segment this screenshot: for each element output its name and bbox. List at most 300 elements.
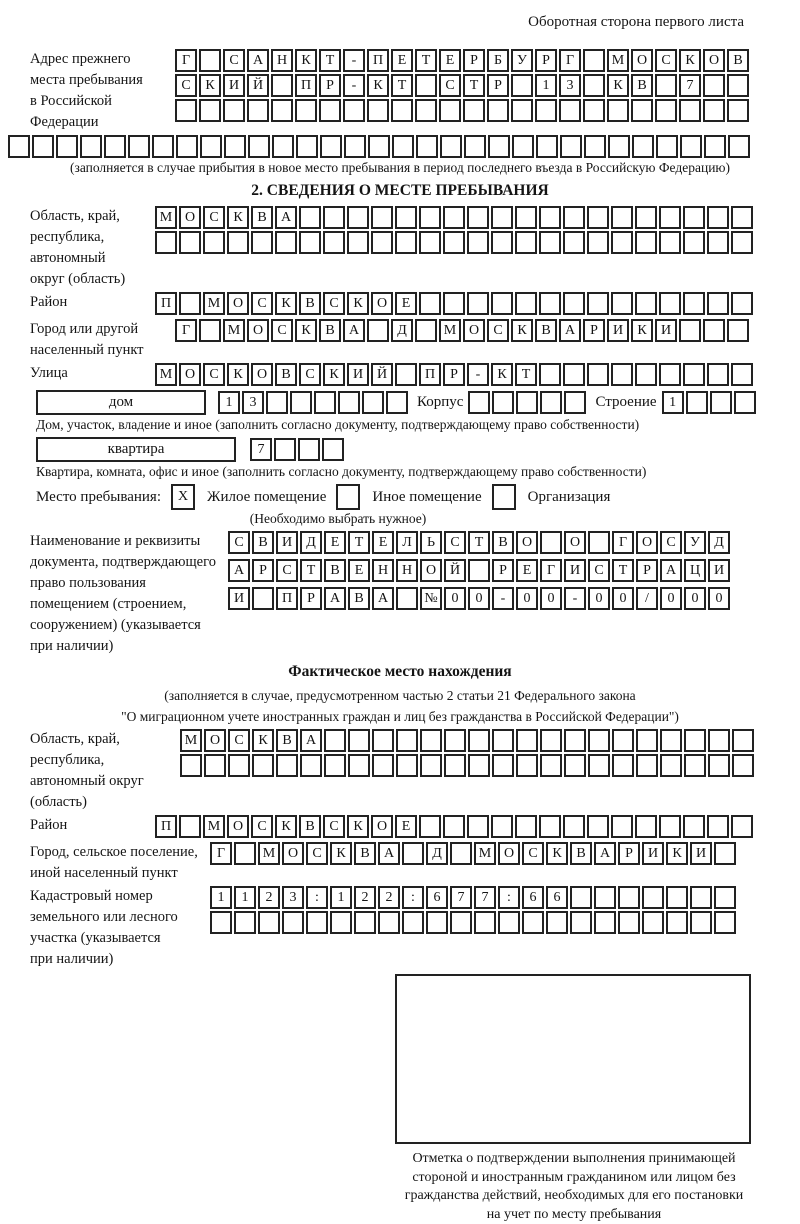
char-cell[interactable]: Г (612, 531, 634, 554)
char-cell[interactable]: Д (708, 531, 730, 554)
char-cell[interactable]: С (175, 74, 197, 97)
char-cell[interactable] (587, 815, 609, 838)
char-cell[interactable]: Н (396, 559, 418, 582)
char-cell[interactable]: 2 (258, 886, 280, 909)
char-cell[interactable] (251, 231, 273, 254)
char-cell[interactable] (282, 911, 304, 934)
char-cell[interactable] (272, 135, 294, 158)
char-cell[interactable]: Р (636, 559, 658, 582)
char-cell[interactable]: О (498, 842, 520, 865)
char-cell[interactable] (396, 587, 418, 610)
char-cell[interactable] (587, 231, 609, 254)
char-cell[interactable] (611, 815, 633, 838)
char-cell[interactable]: - (343, 74, 365, 97)
char-cell[interactable]: К (199, 74, 221, 97)
char-cell[interactable] (338, 391, 360, 414)
char-cell[interactable]: В (348, 587, 370, 610)
char-cell[interactable] (631, 99, 653, 122)
char-cell[interactable] (563, 815, 585, 838)
char-cell[interactable]: 7 (450, 886, 472, 909)
char-cell[interactable]: : (402, 886, 424, 909)
char-cell[interactable]: М (155, 363, 177, 386)
char-cell[interactable]: А (228, 559, 250, 582)
char-cell[interactable] (152, 135, 174, 158)
char-cell[interactable] (386, 391, 408, 414)
char-cell[interactable] (642, 886, 664, 909)
char-cell[interactable] (468, 729, 490, 752)
char-cell[interactable]: Т (612, 559, 634, 582)
char-cell[interactable]: С (660, 531, 682, 554)
char-cell[interactable]: А (324, 587, 346, 610)
char-cell[interactable] (659, 815, 681, 838)
char-cell[interactable] (642, 911, 664, 934)
char-cell[interactable]: С (655, 49, 677, 72)
char-cell[interactable] (588, 754, 610, 777)
char-cell[interactable] (491, 292, 513, 315)
char-cell[interactable] (402, 911, 424, 934)
char-cell[interactable]: 3 (559, 74, 581, 97)
char-cell[interactable] (223, 99, 245, 122)
char-cell[interactable] (415, 99, 437, 122)
char-cell[interactable]: К (227, 363, 249, 386)
char-cell[interactable] (708, 729, 730, 752)
char-cell[interactable]: В (727, 49, 749, 72)
char-cell[interactable] (420, 754, 442, 777)
char-cell[interactable] (540, 531, 562, 554)
char-cell[interactable] (683, 363, 705, 386)
char-cell[interactable]: К (607, 74, 629, 97)
char-cell[interactable] (348, 754, 370, 777)
char-cell[interactable] (659, 206, 681, 229)
char-cell[interactable]: И (276, 531, 298, 554)
char-cell[interactable]: 6 (522, 886, 544, 909)
char-cell[interactable]: С (271, 319, 293, 342)
char-cell[interactable]: О (463, 319, 485, 342)
char-cell[interactable]: 0 (540, 587, 562, 610)
char-cell[interactable] (727, 74, 749, 97)
char-cell[interactable]: П (295, 74, 317, 97)
char-cell[interactable]: С (588, 559, 610, 582)
char-cell[interactable] (539, 815, 561, 838)
char-cell[interactable] (444, 729, 466, 752)
char-cell[interactable] (128, 135, 150, 158)
char-cell[interactable] (247, 99, 269, 122)
char-cell[interactable] (516, 729, 538, 752)
char-cell[interactable] (683, 206, 705, 229)
char-cell[interactable] (155, 231, 177, 254)
char-cell[interactable] (396, 754, 418, 777)
char-cell[interactable]: Н (372, 559, 394, 582)
char-cell[interactable]: А (300, 729, 322, 752)
char-cell[interactable] (707, 231, 729, 254)
char-cell[interactable]: Т (515, 363, 537, 386)
char-cell[interactable] (175, 99, 197, 122)
char-cell[interactable]: К (347, 815, 369, 838)
char-cell[interactable]: С (223, 49, 245, 72)
char-cell[interactable] (450, 911, 472, 934)
char-cell[interactable]: С (306, 842, 328, 865)
char-cell[interactable]: Р (252, 559, 274, 582)
char-cell[interactable]: Е (372, 531, 394, 554)
char-cell[interactable] (450, 842, 472, 865)
char-cell[interactable]: Ц (684, 559, 706, 582)
char-cell[interactable]: О (636, 531, 658, 554)
char-cell[interactable] (367, 319, 389, 342)
char-cell[interactable] (179, 231, 201, 254)
char-cell[interactable] (271, 74, 293, 97)
char-cell[interactable] (179, 815, 201, 838)
char-cell[interactable]: А (343, 319, 365, 342)
char-cell[interactable] (296, 135, 318, 158)
char-cell[interactable] (611, 231, 633, 254)
char-cell[interactable]: 2 (378, 886, 400, 909)
char-cell[interactable] (655, 74, 677, 97)
char-cell[interactable] (492, 754, 514, 777)
char-cell[interactable] (583, 74, 605, 97)
char-cell[interactable] (354, 911, 376, 934)
char-cell[interactable]: В (276, 729, 298, 752)
char-cell[interactable] (104, 135, 126, 158)
char-cell[interactable] (666, 886, 688, 909)
char-cell[interactable] (440, 135, 462, 158)
char-cell[interactable] (300, 754, 322, 777)
char-cell[interactable] (80, 135, 102, 158)
char-cell[interactable]: С (444, 531, 466, 554)
char-cell[interactable] (680, 135, 702, 158)
char-cell[interactable]: О (420, 559, 442, 582)
char-cell[interactable] (228, 754, 250, 777)
char-cell[interactable] (323, 206, 345, 229)
char-cell[interactable]: Е (395, 815, 417, 838)
char-cell[interactable] (487, 99, 509, 122)
char-cell[interactable]: В (299, 815, 321, 838)
char-cell[interactable]: О (204, 729, 226, 752)
char-cell[interactable]: 0 (684, 587, 706, 610)
char-cell[interactable] (703, 319, 725, 342)
char-cell[interactable] (659, 231, 681, 254)
char-cell[interactable] (416, 135, 438, 158)
char-cell[interactable]: У (684, 531, 706, 554)
char-cell[interactable] (347, 231, 369, 254)
char-cell[interactable] (234, 911, 256, 934)
char-cell[interactable]: И (228, 587, 250, 610)
char-cell[interactable]: К (227, 206, 249, 229)
char-cell[interactable]: П (367, 49, 389, 72)
char-cell[interactable] (276, 754, 298, 777)
char-cell[interactable] (584, 135, 606, 158)
char-cell[interactable]: Н (271, 49, 293, 72)
char-cell[interactable] (299, 206, 321, 229)
char-cell[interactable]: С (203, 206, 225, 229)
char-cell[interactable] (395, 206, 417, 229)
char-cell[interactable]: М (203, 292, 225, 315)
char-cell[interactable] (511, 74, 533, 97)
char-cell[interactable]: О (247, 319, 269, 342)
char-cell[interactable] (252, 754, 274, 777)
char-cell[interactable]: 6 (426, 886, 448, 909)
char-cell[interactable]: И (708, 559, 730, 582)
char-cell[interactable] (683, 815, 705, 838)
checkbox-zhiloe[interactable]: X (171, 484, 195, 510)
char-cell[interactable]: Й (247, 74, 269, 97)
char-cell[interactable] (362, 391, 384, 414)
char-cell[interactable]: 0 (708, 587, 730, 610)
char-cell[interactable] (32, 135, 54, 158)
char-cell[interactable]: Р (319, 74, 341, 97)
char-cell[interactable] (708, 754, 730, 777)
char-cell[interactable]: О (179, 206, 201, 229)
char-cell[interactable]: К (330, 842, 352, 865)
char-cell[interactable]: Д (426, 842, 448, 865)
char-cell[interactable] (396, 729, 418, 752)
char-cell[interactable]: К (491, 363, 513, 386)
char-cell[interactable] (468, 559, 490, 582)
char-cell[interactable] (563, 231, 585, 254)
char-cell[interactable] (686, 391, 708, 414)
char-cell[interactable] (420, 729, 442, 752)
char-cell[interactable]: О (282, 842, 304, 865)
char-cell[interactable]: В (631, 74, 653, 97)
char-cell[interactable]: П (155, 815, 177, 838)
char-cell[interactable] (684, 729, 706, 752)
char-cell[interactable] (271, 99, 293, 122)
char-cell[interactable] (324, 729, 346, 752)
char-cell[interactable] (378, 911, 400, 934)
char-cell[interactable] (415, 319, 437, 342)
char-cell[interactable] (546, 911, 568, 934)
char-cell[interactable] (203, 231, 225, 254)
char-cell[interactable]: 1 (218, 391, 240, 414)
char-cell[interactable] (516, 391, 538, 414)
char-cell[interactable] (314, 391, 336, 414)
char-cell[interactable] (320, 135, 342, 158)
char-cell[interactable] (714, 842, 736, 865)
char-cell[interactable] (535, 99, 557, 122)
char-cell[interactable] (463, 99, 485, 122)
char-cell[interactable]: О (227, 292, 249, 315)
char-cell[interactable] (731, 363, 753, 386)
char-cell[interactable]: С (299, 363, 321, 386)
char-cell[interactable] (540, 754, 562, 777)
char-cell[interactable] (492, 391, 514, 414)
char-cell[interactable]: С (251, 815, 273, 838)
char-cell[interactable] (391, 99, 413, 122)
char-cell[interactable]: С (276, 559, 298, 582)
char-cell[interactable]: П (276, 587, 298, 610)
char-cell[interactable] (563, 292, 585, 315)
char-cell[interactable] (679, 99, 701, 122)
char-cell[interactable]: О (227, 815, 249, 838)
char-cell[interactable]: Е (516, 559, 538, 582)
char-cell[interactable] (343, 99, 365, 122)
char-cell[interactable]: С (323, 292, 345, 315)
char-cell[interactable] (515, 206, 537, 229)
char-cell[interactable] (587, 292, 609, 315)
char-cell[interactable] (258, 911, 280, 934)
char-cell[interactable]: Б (487, 49, 509, 72)
char-cell[interactable] (732, 754, 754, 777)
char-cell[interactable]: Т (391, 74, 413, 97)
char-cell[interactable] (608, 135, 630, 158)
char-cell[interactable] (419, 206, 441, 229)
char-cell[interactable]: № (420, 587, 442, 610)
char-cell[interactable] (199, 99, 221, 122)
char-cell[interactable] (402, 842, 424, 865)
char-cell[interactable]: И (223, 74, 245, 97)
char-cell[interactable] (444, 754, 466, 777)
char-cell[interactable] (330, 911, 352, 934)
char-cell[interactable] (295, 99, 317, 122)
char-cell[interactable]: К (679, 49, 701, 72)
char-cell[interactable] (660, 754, 682, 777)
char-cell[interactable] (707, 815, 729, 838)
char-cell[interactable] (540, 391, 562, 414)
char-cell[interactable] (707, 206, 729, 229)
char-cell[interactable] (594, 886, 616, 909)
char-cell[interactable] (274, 438, 296, 461)
char-cell[interactable] (299, 231, 321, 254)
checkbox-organizaciya[interactable] (492, 484, 516, 510)
char-cell[interactable]: О (371, 292, 393, 315)
char-cell[interactable] (570, 911, 592, 934)
char-cell[interactable]: Т (348, 531, 370, 554)
char-cell[interactable]: К (546, 842, 568, 865)
char-cell[interactable]: К (275, 292, 297, 315)
char-cell[interactable] (611, 363, 633, 386)
char-cell[interactable]: 3 (242, 391, 264, 414)
char-cell[interactable] (443, 206, 465, 229)
char-cell[interactable] (690, 886, 712, 909)
char-cell[interactable]: У (511, 49, 533, 72)
char-cell[interactable]: В (570, 842, 592, 865)
char-cell[interactable] (564, 754, 586, 777)
char-cell[interactable]: Р (492, 559, 514, 582)
char-cell[interactable] (443, 231, 465, 254)
char-cell[interactable] (660, 729, 682, 752)
char-cell[interactable]: 0 (516, 587, 538, 610)
char-cell[interactable]: В (324, 559, 346, 582)
char-cell[interactable] (371, 206, 393, 229)
char-cell[interactable] (344, 135, 366, 158)
char-cell[interactable] (731, 231, 753, 254)
char-cell[interactable]: М (203, 815, 225, 838)
char-cell[interactable]: М (258, 842, 280, 865)
char-cell[interactable] (683, 292, 705, 315)
char-cell[interactable] (443, 815, 465, 838)
char-cell[interactable]: А (594, 842, 616, 865)
char-cell[interactable] (732, 729, 754, 752)
char-cell[interactable] (587, 363, 609, 386)
char-cell[interactable]: Р (463, 49, 485, 72)
char-cell[interactable]: В (251, 206, 273, 229)
char-cell[interactable]: 7 (679, 74, 701, 97)
char-cell[interactable] (635, 815, 657, 838)
char-cell[interactable]: Е (395, 292, 417, 315)
char-cell[interactable] (464, 135, 486, 158)
char-cell[interactable] (467, 292, 489, 315)
char-cell[interactable] (323, 231, 345, 254)
char-cell[interactable] (588, 531, 610, 554)
char-cell[interactable]: К (295, 49, 317, 72)
char-cell[interactable]: К (631, 319, 653, 342)
char-cell[interactable]: С (203, 363, 225, 386)
char-cell[interactable] (467, 815, 489, 838)
char-cell[interactable] (587, 206, 609, 229)
char-cell[interactable] (636, 754, 658, 777)
char-cell[interactable]: Е (391, 49, 413, 72)
char-cell[interactable]: С (228, 531, 250, 554)
char-cell[interactable] (491, 206, 513, 229)
char-cell[interactable]: - (564, 587, 586, 610)
char-cell[interactable] (419, 815, 441, 838)
char-cell[interactable] (611, 206, 633, 229)
char-cell[interactable] (224, 135, 246, 158)
char-cell[interactable]: 0 (468, 587, 490, 610)
char-cell[interactable] (515, 292, 537, 315)
char-cell[interactable]: 7 (250, 438, 272, 461)
char-cell[interactable]: М (180, 729, 202, 752)
char-cell[interactable] (319, 99, 341, 122)
char-cell[interactable] (570, 886, 592, 909)
char-cell[interactable] (612, 754, 634, 777)
char-cell[interactable] (372, 754, 394, 777)
char-cell[interactable] (522, 911, 544, 934)
char-cell[interactable]: С (487, 319, 509, 342)
char-cell[interactable] (395, 231, 417, 254)
char-cell[interactable]: Т (463, 74, 485, 97)
char-cell[interactable] (322, 438, 344, 461)
char-cell[interactable]: 0 (444, 587, 466, 610)
char-cell[interactable]: А (372, 587, 394, 610)
char-cell[interactable] (467, 206, 489, 229)
char-cell[interactable]: 6 (546, 886, 568, 909)
char-cell[interactable] (227, 231, 249, 254)
char-cell[interactable]: Г (559, 49, 581, 72)
char-cell[interactable]: Т (468, 531, 490, 554)
char-cell[interactable]: / (636, 587, 658, 610)
char-cell[interactable]: К (367, 74, 389, 97)
char-cell[interactable]: 0 (588, 587, 610, 610)
char-cell[interactable] (439, 99, 461, 122)
char-cell[interactable]: П (419, 363, 441, 386)
char-cell[interactable]: И (642, 842, 664, 865)
char-cell[interactable]: - (492, 587, 514, 610)
char-cell[interactable] (515, 231, 537, 254)
char-cell[interactable] (515, 815, 537, 838)
char-cell[interactable]: А (275, 206, 297, 229)
char-cell[interactable] (210, 911, 232, 934)
char-cell[interactable] (635, 292, 657, 315)
char-cell[interactable]: Ь (420, 531, 442, 554)
char-cell[interactable]: 1 (330, 886, 352, 909)
char-cell[interactable] (684, 754, 706, 777)
char-cell[interactable] (594, 911, 616, 934)
char-cell[interactable]: И (655, 319, 677, 342)
char-cell[interactable] (275, 231, 297, 254)
char-cell[interactable]: 0 (612, 587, 634, 610)
char-cell[interactable]: К (666, 842, 688, 865)
char-cell[interactable] (419, 231, 441, 254)
char-cell[interactable] (728, 135, 750, 158)
char-cell[interactable] (679, 319, 701, 342)
char-cell[interactable] (540, 729, 562, 752)
char-cell[interactable]: М (439, 319, 461, 342)
char-cell[interactable] (252, 587, 274, 610)
char-cell[interactable] (703, 99, 725, 122)
char-cell[interactable] (656, 135, 678, 158)
char-cell[interactable]: В (492, 531, 514, 554)
char-cell[interactable] (368, 135, 390, 158)
